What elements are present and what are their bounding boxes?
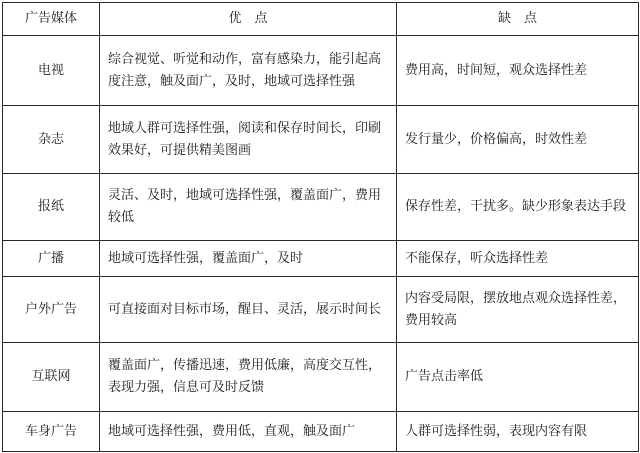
- media-cell: 广播: [3, 241, 100, 277]
- media-cell: 互联网: [3, 343, 100, 412]
- pros-cell: 地域人群可选择性强，阅读和保存时间长，印刷效果好，可提供精美图画: [100, 106, 397, 174]
- pros-cell: 地域可选择性强，费用低，直观，触及面广: [100, 412, 397, 452]
- pros-cell: 地域可选择性强，覆盖面广，及时: [100, 241, 397, 277]
- header-pros: 优 点: [100, 3, 397, 36]
- table-row: [3, 174, 639, 241]
- header-media: 广告媒体: [3, 3, 100, 36]
- cons-cell: 发行量少，价格偏高，时效性差: [397, 106, 639, 174]
- pros-cell: 覆盖面广，传播迅速，费用低廉，高度交互性，表现力强，信息可及时反馈: [100, 343, 397, 412]
- pros-cell: 可直接面对目标市场，醒目、灵活，展示时间长: [100, 277, 397, 343]
- pros-cell: 灵活、及时，地域可选择性强，覆盖面广，费用较低: [100, 174, 397, 241]
- cons-cell: 内容受局限，摆放地点观众选择性差，费用较高: [397, 277, 639, 343]
- media-cell: 户外广告: [3, 277, 100, 343]
- table-row: [3, 241, 639, 277]
- media-cell: 报纸: [3, 174, 100, 241]
- media-comparison-table: [2, 2, 639, 452]
- cons-cell: 保存性差，干扰多。缺少形象表达手段: [397, 174, 639, 241]
- table-row: [3, 106, 639, 174]
- cons-cell: 不能保存，听众选择性差: [397, 241, 639, 277]
- media-cell: 车身广告: [3, 412, 100, 452]
- table-row: [3, 36, 639, 106]
- media-cell: 杂志: [3, 106, 100, 174]
- pros-cell: 综合视觉、听觉和动作，富有感染力，能引起高度注意，触及面广，及时，地域可选择性强: [100, 36, 397, 106]
- cons-cell: 人群可选择性弱，表现内容有限: [397, 412, 639, 452]
- table-row: [3, 412, 639, 452]
- header-cons: 缺 点: [397, 3, 639, 36]
- header-row: [3, 3, 639, 36]
- media-cell: 电视: [3, 36, 100, 106]
- table-row: [3, 343, 639, 412]
- cons-cell: 广告点击率低: [397, 343, 639, 412]
- table-row: [3, 277, 639, 343]
- cons-cell: 费用高，时间短，观众选择性差: [397, 36, 639, 106]
